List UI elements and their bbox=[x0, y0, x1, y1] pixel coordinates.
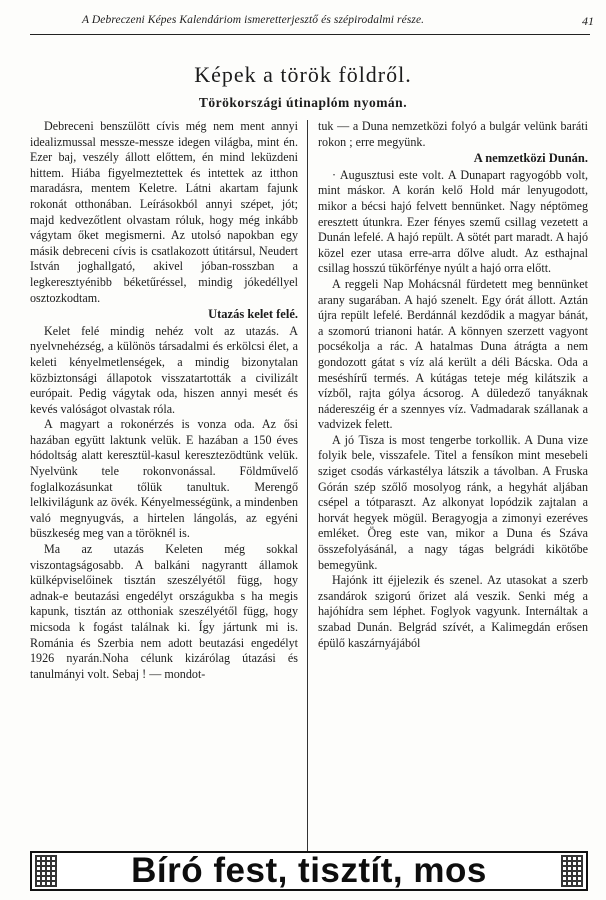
page-number: 41 bbox=[582, 14, 594, 28]
article-title: Képek a török földről. bbox=[194, 62, 412, 87]
paragraph: tuk — a Duna nemzetközi folyó a bulgár velünk baráti rokon ; erre megyünk. bbox=[318, 119, 588, 149]
paragraph: A magyart a rokonérzés is vonza oda. Az ősi hazában együtt laktunk velük. E hazában a 150 éves hódoltság alatt keresztül-kasul keresztezödtünk velük. Nyelvünk tele rokonvonással. Földművelő foglalkozásunkat tőlük tanultuk. Merengő lelkivilágunk az övék. Kényelmességünk, a mindenben való megnyugvás, a hirtelen lángolás, az egyéni büszkeség meg van a töröknél is. bbox=[30, 417, 298, 541]
paragraph: A jó Tisza is most tengerbe torkollik. A Duna vize folyik bele, visszafele. Titel a fensíkon mint mesebeli sziget csodás várkastélya látszik a távolban. A Fruska Górán szép szőlő mosolyog ránk, a hegyhát aljában csépel a tótparaszt. Az alkonyat lopódzik zajtalan a horvát hegyek mögül. Beragyogja a zimonyi ezeréves emléket. Öreg este van, mikor a Duna és Száva összefolyásánál, a nagy tágas belgrádi kikötőbe bemegyünk. bbox=[318, 432, 588, 572]
article-subtitle: Törökországi útinaplóm nyomán. bbox=[198, 95, 408, 110]
advertisement-banner bbox=[30, 851, 588, 891]
ornament-icon bbox=[561, 855, 583, 887]
left-column bbox=[30, 119, 298, 682]
paragraph: Hajónk itt éjjelezik és szenel. Az utasokat a szerb zsandárok szigorú őrizet alá veszik. Senki még a hajóhídra sem léphet. Foglyok vagyunk. Internáltak a szabad Dunán. Belgrád szívét, a Kalimegdán erősen épülő kaszárnyájából bbox=[318, 573, 588, 650]
running-title: A Debreczeni Képes Kalendáriom ismeretterjesztő és szépirodalmi része. bbox=[82, 14, 425, 26]
ornament-icon bbox=[35, 855, 57, 887]
paragraph: Ma az utazás Keleten még sokkal viszontagságosabb. A balkáni nagyrantt államok külképviselőinek tisztán szeszélyétől függ, hogy adnak-e beutazási engedélyt országukba s ha megis kapunk, tisztán az otthoniak szeszélyétől függ, hogy micsoda k fogást találnak ki. Így jártunk mi is. Románia és Szerbia nem adott beutazási engedélyt 1926 nyarán.Noha célunk kizárólag útazási és tanulmányi volt. Sebaj ! — mondot- bbox=[30, 542, 298, 681]
paragraph: Debreceni benszülött cívis még nem ment annyi idealizmussal messze-messze idegen világba, mint én. Ezer baj, veszély állott előttem, én mind leküzdeni hittem. Hiába figyelmeztettek és intettek az itthon maradásra, mentem Keletre. Látni akartam fajunk rokonát otthonában. Leírásokból annyi szépet, jót; majd kedvezőtlent olvastam róluk, hogy még inkább vágytam őket megismerni. Az utolsó napokban egy másik debreceni cívis is csatlakozott útitársul, Neudert István joghallgató, akivel jóban-rosszban a legkeresztyénibb béketűréssel, mindig jókedéllyel osztozkodtam. bbox=[30, 119, 298, 305]
section-heading: Utazás kelet felé. bbox=[208, 307, 298, 322]
running-header bbox=[30, 12, 594, 35]
right-column bbox=[318, 119, 588, 651]
paragraph: Kelet felé mindig nehéz volt az utazás. A nyelvnehézség, a különös társadalmi és erkölcsi élet, a keleti kényelmetlenségek, a mindig bizonytalan közbiztonsági állapotok visszatartották a civilizált európait. Pedig vágytak oda, hiszen annyi mesét és kevés valóságot olvastak róla. bbox=[30, 323, 298, 416]
paragraph: · Augusztusi este volt. A Dunapart ragyogóbb volt, mint máskor. A korán kelő Hold már lenyugodott, mikor a bécsi hajó felvett bennünket. Nagy néptömeg eresztett útunkra. Ezer fényes szemű csillag vezetett a Dunán lefelé. A hajó repült. A sötét part maradt. A hajó közel ezer utasa erre-arra dőlve aludt. Az esthajnal csillag hosszú tükörfénye nyúlt a hajó orra előtt. bbox=[318, 167, 588, 276]
section-heading: A nemzetközi Dunán. bbox=[473, 151, 588, 166]
advertisement-text: Bíró fest, tisztít, mos bbox=[131, 851, 487, 890]
paragraph: A reggeli Nap Mohácsnál fürdetett meg bennünket arany sugarában. A hajó szenelt. Egy órát állott. Aztán újra repült lefelé. Berdánnál kezdődik a magyar bánát, a szomorú trianoni határ. A könnyen szerzett vagyont pocsékolja a rác. A hatalmas Duna átrágta a nem gondozott gátat s víz alá került a déli Bácska. Oda a meséshírű termés. A kútágas teteje még kilátszik a vízből, rajta gólya ácsorog. A düledező tanyáknak nádereszéig ér a szennyes víz. Vadmadarak szállanak a vadvizek felett. bbox=[318, 276, 588, 432]
column-divider bbox=[307, 120, 308, 858]
